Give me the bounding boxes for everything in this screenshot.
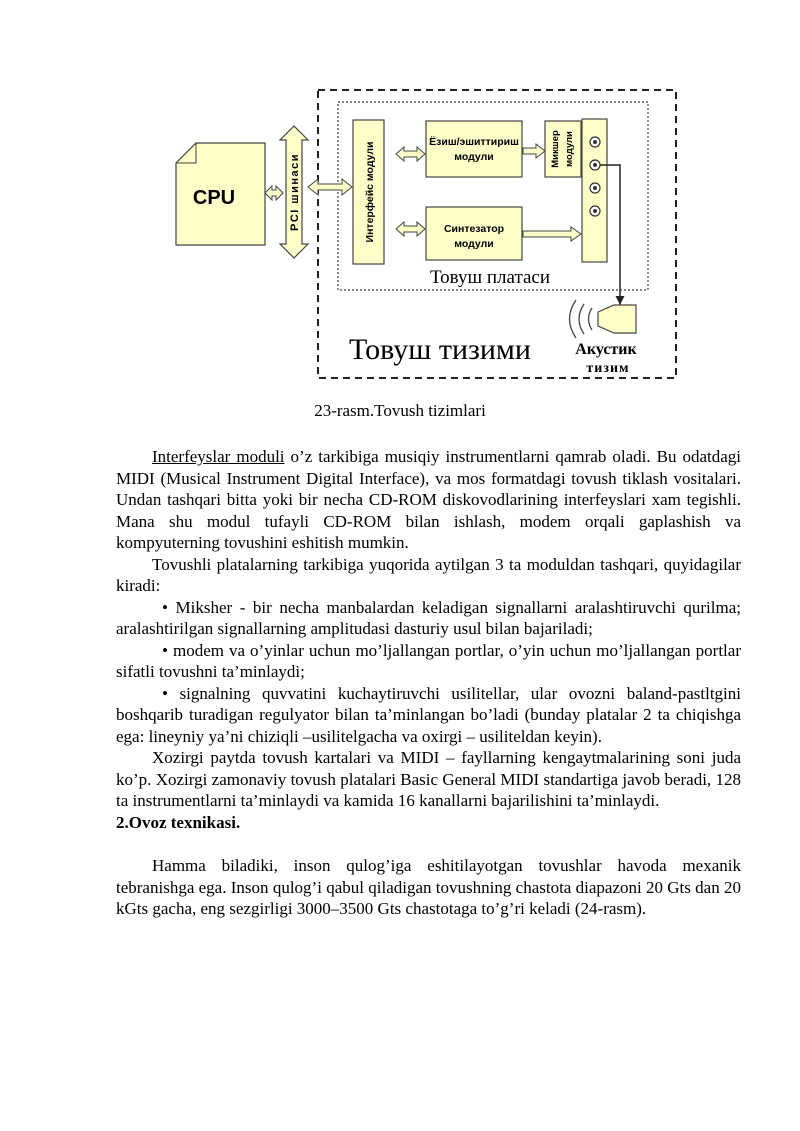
figure-caption: 23-rasm.Tovush tizimlari [314, 401, 486, 420]
paragraph-interfaces [116, 446, 741, 554]
write-mixer-arrow [523, 144, 545, 158]
output-jacks-panel [582, 119, 607, 262]
interface-module [353, 120, 384, 264]
paragraph-card-contents: Tovushli platalarning tarkibiga yuqorida aytilgan 3 ta moduldan tashqari, quyidagilar kiradi: [116, 554, 741, 595]
synth-line1: Синтезатор [443, 223, 505, 235]
mixer-line2: модули [564, 131, 575, 167]
mixer-module [545, 121, 581, 177]
synthesizer-module [426, 207, 522, 260]
cpu-label: CPU [192, 187, 236, 209]
acoustic-line2: тизим [586, 361, 630, 376]
synth-line2: модули [454, 238, 494, 250]
acoustic-line1: Акустик [575, 341, 637, 358]
term-interfaces-module: Interfeyslar moduli [152, 447, 285, 466]
interface-synth-arrow [396, 222, 425, 236]
pci-bus [280, 126, 308, 258]
interface-write-arrow [396, 147, 425, 161]
document-body [116, 446, 741, 920]
mixer-line1: Микшер [550, 130, 561, 168]
paragraph-hearing: Hamma biladiki, inson qulog’iga eshitilayotgan tovushlar havoda mexanik tebranishga ega. Inson qulog’i qabul qiladigan tovushning chastota diapazoni 20 Gts dan 20 kGts gacha, eng sezgirligi 3000–3500 Gts chastotaga to’g’ri keladi (24-rasm). [116, 856, 741, 918]
section-heading: 2.Ovoz texnikasi. [116, 812, 241, 832]
sound-system-diagram [0, 0, 800, 400]
pci-interface-arrow [308, 179, 352, 195]
bullet-mixer: • Miksher - bir necha manbalardan keladigan signallarni aralashtiruvchi qurilma; aralashtirilgan signallarning amplitudasi dasturiy usul bilan bajariladi; [116, 597, 741, 638]
write-module-line1: Ёзиш/эшиттириш [429, 136, 519, 148]
sound-system-label: Товуш тизими [349, 333, 531, 366]
write-module-line2: модули [454, 151, 494, 163]
speaker-icon [570, 300, 637, 338]
interface-module-label: Интерфейс модули [364, 141, 376, 243]
bullet-ports: • modem va o’yinlar uchun mo’ljallangan portlar, o’yin uchun mo’ljallangan portlar sifatli tovushni ta’minlaydi; [116, 640, 741, 681]
write-playback-module [426, 121, 522, 177]
cpu-block [176, 143, 265, 245]
pci-label: PCI шинаси [289, 153, 301, 231]
bullet-amplifiers: • signalning quvvatini kuchaytiruvchi usilitellar, ular ovozni baland-pastltgini boshqarib turadigan regulyator bilan ta’minlangan bo’ladi (bunday platalar 2 ta chiqishga ega: lineyniy ya’ni chiziqli –usilitelgacha va oxirgi – usiliteldan keyin). [116, 683, 741, 746]
synth-mixer-arrow [523, 227, 581, 241]
paragraph-midi: Xozirgi paytda tovush kartalari va MIDI – fayllarning kengaytmalarining soni juda ko’p. Xozirgi zamonaviy tovush platalari Basic General MIDI standartiga javob beradi, 128 ta instrumentlarni ta’minlaydi va kamida 16 kanallarni bajarilishini ta’minlaydi. [116, 748, 741, 810]
spacer [116, 833, 741, 855]
paragraph-interfaces-text: o’z tarkibiga musiqiy instrumentlarni qamrab oladi. Bu odatdagi MIDI (Musical Instrument Digital Interface), va mos formatdagi tovush tiklash vositalari. Undan tashqari bitta yoki bir necha CD-ROM diskovodlarining interfeyslari xam tegishli. Mana shu modul tufayli CD-ROM bilan ishlash, modem orqali gaplashish va kompyuterning tovushini eshitish mumkin. [116, 447, 742, 552]
sound-card-label: Товуш платаси [429, 267, 551, 288]
cpu-pci-arrow [265, 186, 283, 200]
